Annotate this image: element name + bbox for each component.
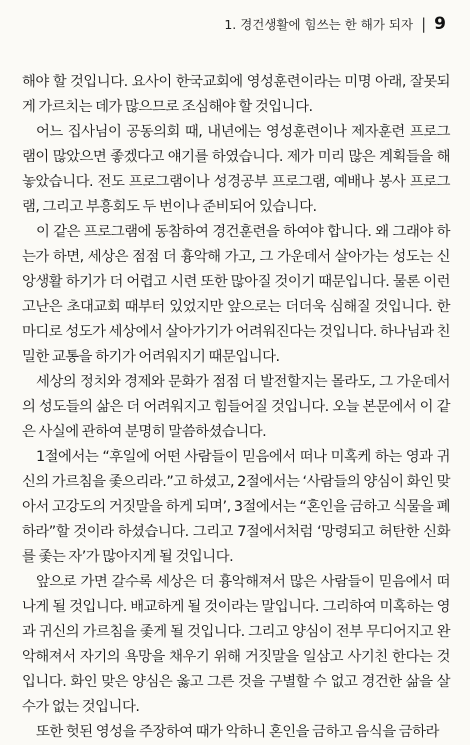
paragraph: 어느 집사님이 공동의회 때, 내년에는 영성훈련이나 제자훈련 프로그램이 많았으면 좋겠다고 얘기를 하였습니다. 제가 미리 많은 계획들을 해 놓았습니다. 전도 프로그램이나 성경공부 프로그램, 예배나 봉사 프로그램, 그리고 부흥회도 두 번이나 준비되어 있습니다. xyxy=(22,124,450,215)
paragraph: 앞으로 가면 갈수록 세상은 더 흉악해져서 많은 사람들이 믿음에서 떠나게 될 것입니다. 배교하게 될 것이라는 말입니다. 그리하여 미혹하는 영과 귀신의 가르침을 좇게 될 것입니다. 그리고 양심이 전부 무디어지고 완악해져서 자기의 욕망을 채우기 위해 거짓말을 일삼고 사기친 한다는 것입니다. 화인 맞은 양심은 옳고 그른 것을 구별할 수 없고 경건한 삶을 살 수가 없는 것입니다. xyxy=(22,574,450,715)
paragraph: 또한 헛된 영성을 주장하여 때가 악하니 혼인을 금하고 음식을 금하라 xyxy=(36,724,439,740)
running-title: 1. 경건생활에 힘쓰는 한 해가 되자 xyxy=(224,17,414,32)
header-separator: | xyxy=(421,15,427,33)
paragraph: 세상의 정치와 경제와 문화가 점점 더 발전할지는 몰라도, 그 가운데서의 성도들의 삶은 더 어려워지고 힘들어질 것입니다. 오늘 본문에서 이 같은 사실에 관하여 분명히 말씀하셨습니다. xyxy=(22,374,450,440)
paragraph: 이 같은 프로그램에 동참하여 경건훈련을 하여야 합니다. 왜 그래야 하는가 하면, 세상은 점점 더 흉악해 가고, 그 가운데서 살아가는 성도는 신앙생활 하기가 더 어렵고 시련 또한 많아질 것이기 때문입니다. 물론 이런 고난은 초대교회 때부터 있었지만 앞으로는 더더욱 심해질 것입니다. 한마디로 성도가 세상에서 살아가기가 어려워진다는 것입니다. 하나님과 친밀한 교통을 하기가 어려워지기 때문입니다. xyxy=(22,224,450,365)
paragraph: 1절에서는 “후일에 어떤 사람들이 믿음에서 떠나 미혹케 하는 영과 귀신의 가르침을 좇으리라.”고 하셨고, 2절에서는 ‘사람들의 양심이 화인 맞아서 고강도의 거짓말을 하게 되며’, 3절에서는 “혼인을 금하고 식물을 폐하라”할 것이라 하셨습니다. 그리고 7절에서처럼 ‘망령되고 허탄한 신화를 좇는 자’가 많아지게 될 것입니다. xyxy=(22,449,450,565)
page-header xyxy=(224,14,446,34)
body-text xyxy=(22,70,450,745)
page-number: 9 xyxy=(434,14,446,34)
paragraph: 해야 할 것입니다. 요사이 한국교회에 영성훈련이라는 미명 아래, 잘못되게 가르치는 데가 많으므로 조심해야 할 것입니다. xyxy=(22,74,450,115)
